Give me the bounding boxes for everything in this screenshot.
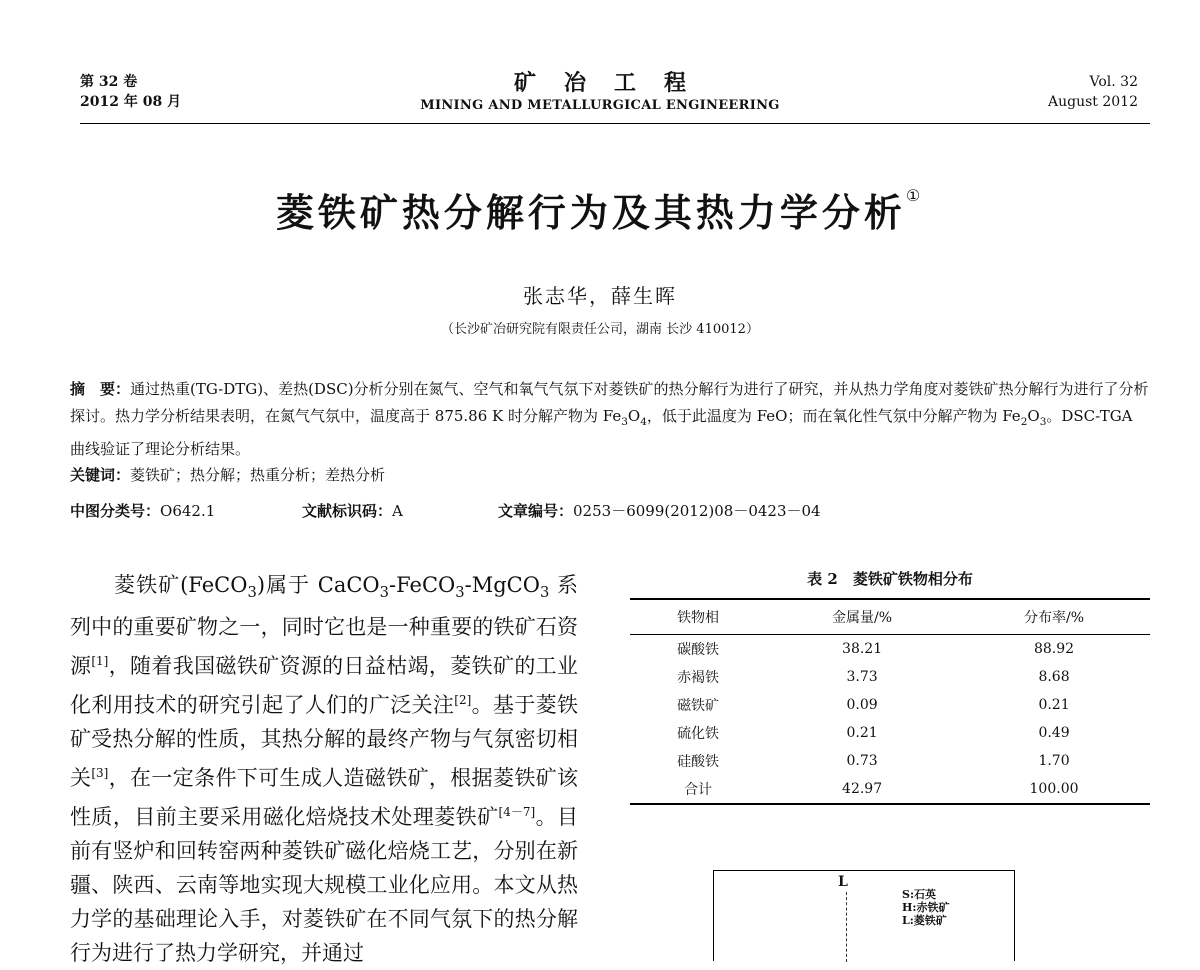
xrd-figure-frame [713, 870, 1015, 961]
abstract-sub: 2 [1020, 416, 1028, 428]
table-cell: 0.21 [1038, 697, 1070, 713]
article-no-label: 文章编号： [498, 502, 574, 520]
doc-code-value: A [392, 502, 403, 520]
keywords-label: 关键词： [70, 466, 131, 484]
keywords [70, 464, 385, 485]
abstract-sub: 4 [640, 416, 647, 428]
table-cell: 磁铁矿 [677, 698, 720, 714]
date-en: August 2012 [1048, 94, 1138, 110]
body-sub: 3 [379, 584, 390, 602]
table-cell: 0.21 [846, 725, 878, 741]
abstract [70, 376, 1150, 463]
phase-distribution-table [630, 598, 1150, 805]
abstract-text-4: O [1027, 407, 1040, 425]
table-cell: 38.21 [842, 641, 883, 657]
body-text: ，随着我国磁铁矿资源的日益枯竭，菱铁矿的工业化利用技术的研究引起了人们的广泛关注 [70, 654, 579, 718]
table-caption: 表 2 菱铁矿铁物相分布 [807, 570, 973, 588]
abstract-text-3: ，低于此温度为 FeO；而在氧化性气氛中分解产物为 Fe [646, 407, 1021, 425]
citation-ref[interactable]: [1] [91, 654, 109, 669]
col-header-dist: 分布率/% [958, 599, 1150, 635]
citation-ref[interactable]: [4－7] [498, 805, 536, 820]
doc-code-label: 文献标识码： [302, 502, 393, 520]
classification-line [70, 500, 1150, 521]
table-cell: 0.73 [846, 753, 878, 769]
header-rule [80, 123, 1150, 124]
table-cell: 硅酸铁 [677, 754, 720, 770]
citation-ref[interactable]: [3] [91, 766, 109, 781]
table-cell: 3.73 [846, 669, 878, 685]
body-text: 菱铁矿(FeCO [114, 573, 248, 597]
abstract-label: 摘 要： [70, 380, 131, 398]
table-cell: 8.68 [1038, 669, 1070, 685]
table-cell: 0.49 [1038, 725, 1070, 741]
body-paragraph [70, 568, 578, 970]
table-cell: 42.97 [766, 775, 958, 804]
table-row [630, 747, 1150, 775]
authors: 张志华，薛生晖 [523, 284, 677, 308]
header-volume-en [1048, 72, 1138, 112]
body-text: )属于 CaCO [256, 573, 380, 597]
legend-item: S:石英 [902, 888, 937, 901]
abstract-sub: 3 [621, 416, 628, 428]
table-cell: 合计 [630, 775, 766, 804]
legend-item: H:赤铁矿 [902, 901, 950, 914]
body-text: 。基于菱铁矿受热分解的性质，其热分解的最终产物与气氛密切相关 [70, 693, 579, 791]
body-sub: 3 [247, 584, 257, 602]
volume-en: Vol. 32 [1089, 74, 1138, 90]
affiliation: （长沙矿冶研究院有限责任公司，湖南 长沙 410012） [441, 322, 759, 337]
figure-peak-label: L [838, 874, 848, 890]
keywords-text: 菱铁矿；热分解；热重分析；差热分析 [130, 466, 386, 484]
table-cell: 100.00 [958, 775, 1150, 804]
table-row [630, 719, 1150, 747]
table-cell: 碳酸铁 [677, 642, 720, 658]
paper-title [0, 182, 1200, 237]
table-row [630, 663, 1150, 691]
col-header-phase: 铁物相 [630, 599, 766, 635]
abstract-text-1: 通过热重(TG-DTG)、差热(DSC)分析分别在氮气、空气和氧气气氛下对菱铁矿的热分解行为进行了研究，并从热力学角度对菱铁矿热分解行为进行了分析探讨。热力学分析结果表明，在氮气气氛中，温度高于 875.86 K 时分解产物为 Fe [70, 380, 1149, 425]
legend-item: L:菱铁矿 [902, 914, 947, 927]
table-header-row [630, 599, 1150, 635]
table-cell: 1.70 [1038, 753, 1070, 769]
abstract-text-2: O [627, 407, 641, 425]
body-text: 系列中的重要矿物之一，同时它也是一种重要的铁矿石资源 [70, 573, 578, 679]
figure-legend [902, 888, 949, 927]
journal-name-en: MINING AND METALLURGICAL ENGINEERING [420, 98, 780, 113]
table-row [630, 635, 1150, 664]
citation-ref[interactable]: [2] [454, 693, 472, 708]
journal-masthead [380, 70, 820, 113]
table-cell: 0.09 [846, 697, 878, 713]
header-volume-date [80, 72, 181, 112]
table-cell: 赤褐铁 [677, 670, 720, 686]
body-sub: 3 [539, 584, 550, 602]
volume-cn: 第 32 卷 [80, 74, 138, 90]
title-footnote-mark: ① [905, 186, 925, 205]
abstract-text-5: 。DSC-TGA 曲线验证了理论分析结果。 [70, 407, 1133, 458]
body-text: -MgCO [464, 573, 540, 597]
clc-label: 中图分类号： [70, 502, 161, 520]
table-cell: 88.92 [1033, 641, 1075, 657]
table-cell: 硫化铁 [677, 726, 720, 742]
body-text: -FeCO [389, 573, 456, 597]
body-text: 。目前有竖炉和回转窑两种菱铁矿磁化焙烧工艺，分别在新疆、陕西、云南等地实现大规模工业化应用。本文从热力学的基础理论入手，对菱铁矿在不同气氛下的热分解行为进行了热力学研究，并通过 [70, 805, 579, 966]
clc-value: O642.1 [160, 502, 216, 520]
abstract-sub: 3 [1039, 416, 1047, 428]
title-text: 菱铁矿热分解行为及其热力学分析 [275, 191, 906, 235]
col-header-metal: 金属量/% [766, 599, 958, 635]
body-sub: 3 [455, 584, 465, 602]
date-cn: 2012 年 08 月 [80, 94, 182, 110]
journal-name-cn: 矿冶工程 [513, 70, 714, 96]
table-row [630, 691, 1150, 719]
body-text: ，在一定条件下可生成人造磁铁矿，根据菱铁矿该性质，目前主要采用磁化焙烧技术处理菱铁矿 [70, 766, 579, 830]
table-total-row [630, 775, 1150, 804]
article-no-value: 0253－6099(2012)08－0423－04 [573, 502, 821, 520]
